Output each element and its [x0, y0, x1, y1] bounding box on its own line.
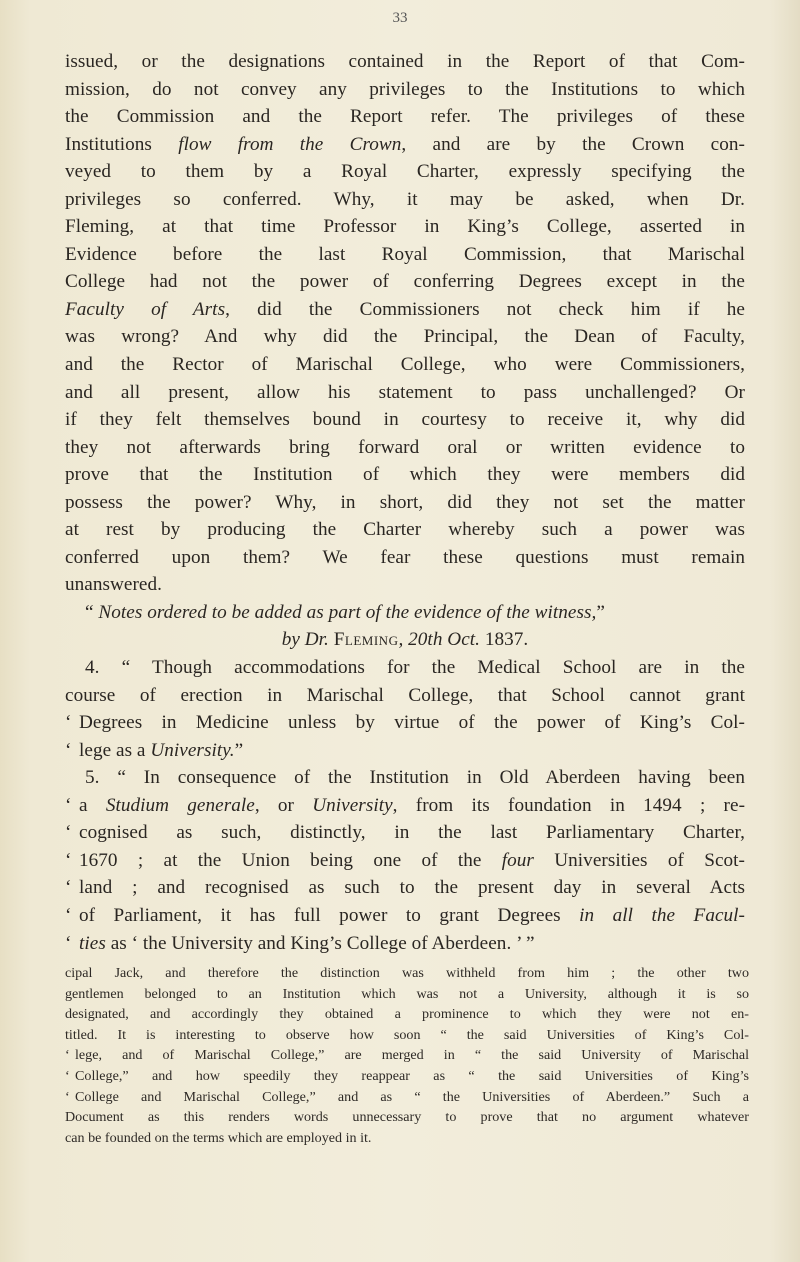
footnote-line: can be founded on the terms which are employed in it.	[65, 1129, 372, 1146]
item-5-line: ‘ of Parliament, it has full power to grant Degrees in all the Facul-	[65, 904, 745, 926]
footnote	[65, 963, 749, 1148]
footnote-line: gentlemen belonged to an Institution which was not a University, although it is so	[65, 985, 749, 1002]
item-4-line: 4. “ Though accommodations for the Medical School are in the	[85, 657, 745, 679]
text-line: conferred upon them? We fear these questions must remain	[65, 546, 745, 568]
text-line: Evidence before the last Royal Commission, that Marischal	[65, 243, 745, 265]
footnote-line: designated, and accordingly they obtained a prominence to which they were not en-	[65, 1006, 749, 1023]
item-5-line: ‘ a Studium generale, or University, from its foundation in 1494 ; re-	[65, 794, 746, 816]
item-5-line: 5. “ In consequence of the Institution in Old Aberdeen having been	[85, 767, 745, 789]
item-4-line: ‘ Degrees in Medicine unless by virtue of the power of King’s Col-	[65, 712, 745, 734]
footnote-line: ‘ lege, and of Marischal College,” are merged in “ the said University of Marischal	[65, 1047, 749, 1064]
text-line: Faculty of Arts, did the Commissioners not check him if he	[65, 298, 745, 320]
notes-heading: “ Notes ordered to be added as part of the evidence of the witness,”	[85, 601, 605, 623]
text-line: mission, do not convey any privileges to the Institutions to which	[65, 78, 745, 100]
item-4-line: ‘ lege as a University.”	[65, 739, 244, 761]
text-line: and all present, allow his statement to pass unchallenged? Or	[65, 381, 745, 403]
footnote-line: ‘ College,” and how speedily they reappear as “ the said Universities of King’s	[65, 1067, 749, 1084]
text-line: unanswered.	[65, 574, 162, 596]
text-line: they not afterwards bring forward oral or written evidence to	[65, 436, 745, 458]
text-line: was wrong? And why did the Principal, the Dean of Faculty,	[65, 326, 745, 348]
text-line: if they felt themselves bound in courtesy to receive it, why did	[65, 409, 745, 431]
text-line: at rest by producing the Charter whereby such a power was	[65, 519, 745, 541]
footnote-line: Document as this renders words unnecessary to prove that no argument whatever	[65, 1109, 749, 1126]
footnote-line: titled. It is interesting to observe how soon “ the said Universities of King’s Col-	[65, 1026, 749, 1043]
main-text	[65, 48, 745, 957]
item-5-line: ‘ ties as ‘ the University and King’s College of Aberdeen. ’ ”	[65, 932, 535, 954]
text-line: privileges so conferred. Why, it may be asked, when Dr.	[65, 188, 745, 210]
text-line: Institutions flow from the Crown, and are by the Crown con-	[65, 133, 745, 155]
footnote-line: ‘ College and Marischal College,” and as “ the Universities of Aberdeen.” Such a	[65, 1088, 749, 1105]
footnote-line: cipal Jack, and therefore the distinction was withheld from him ; the other two	[65, 965, 749, 981]
text-line: prove that the Institution of which they were members did	[65, 464, 745, 486]
text-line: College had not the power of conferring Degrees except in the	[65, 271, 745, 293]
text-line: issued, or the designations contained in the Report of that Com-	[65, 51, 745, 72]
text-line: and the Rector of Marischal College, who were Commissioners,	[65, 354, 745, 376]
item-5-line: ‘ cognised as such, distinctly, in the last Parliamentary Charter,	[65, 822, 745, 844]
text-line: veyed to them by a Royal Charter, expressly specifying the	[65, 161, 745, 183]
item-4-line: course of erection in Marischal College, that School cannot grant	[65, 684, 745, 706]
item-5-line: ‘ land ; and recognised as such to the present day in several Acts	[65, 877, 745, 899]
text-line: possess the power? Why, in short, did they not set the matter	[65, 491, 745, 513]
text-line: the Commission and the Report refer. The privileges of these	[65, 106, 745, 128]
item-5-line: ‘ 1670 ; at the Union being one of the four Universities of Scot-	[65, 849, 745, 871]
text-line: Fleming, at that time Professor in King’s College, asserted in	[65, 216, 745, 238]
page-number: 33	[392, 10, 408, 26]
notes-heading-byline: by Dr. Fleming, 20th Oct. 1837.	[281, 629, 529, 651]
